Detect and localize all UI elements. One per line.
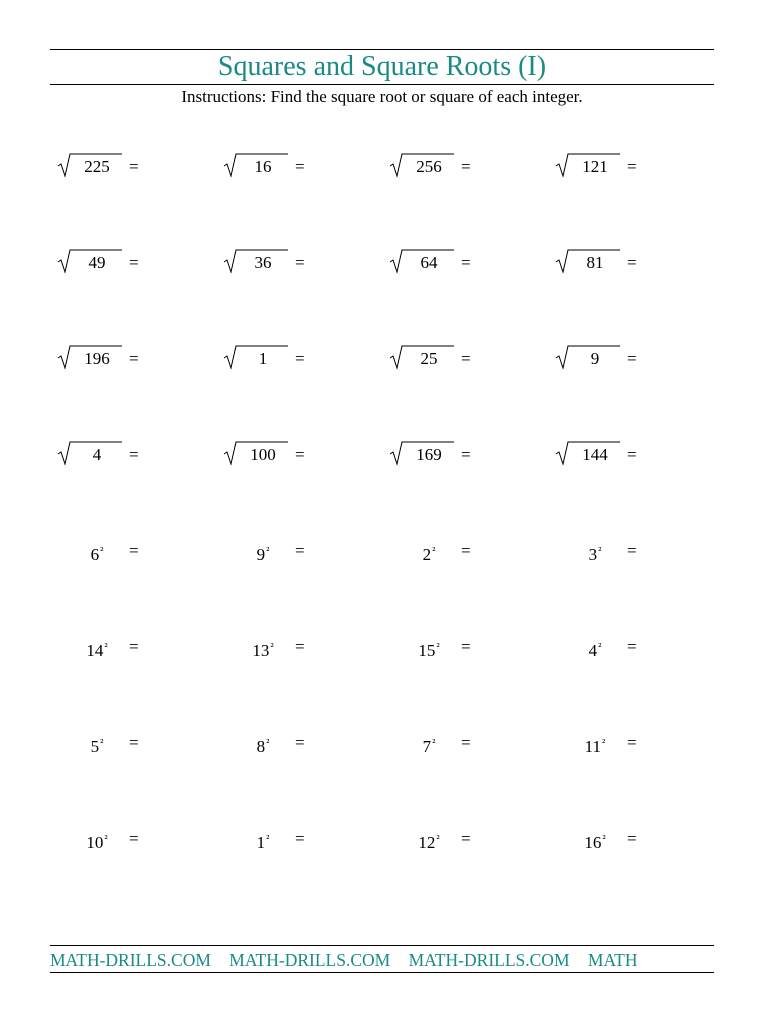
exponent-two: ² (104, 641, 108, 653)
square-root-problem (554, 248, 674, 276)
base-value: 2 (422, 545, 432, 564)
base-value: 11 (584, 737, 602, 756)
radicand-value: 196 (84, 349, 110, 368)
radicand-value: 4 (92, 445, 102, 464)
exponent-two: ² (266, 545, 270, 557)
base-value: 12 (418, 833, 436, 852)
base-value: 3 (588, 545, 598, 564)
equals-sign: = (461, 157, 471, 176)
square-problem (388, 728, 508, 756)
radicand-value: 256 (416, 157, 442, 176)
base-value: 6 (90, 545, 100, 564)
square-base (238, 733, 288, 757)
square-base (404, 829, 454, 853)
exponent-two: ² (266, 833, 270, 845)
square-problem (222, 824, 342, 852)
exponent-two: ² (602, 737, 606, 749)
equals-sign: = (627, 541, 637, 560)
equals-sign: = (295, 349, 305, 368)
square-base (72, 541, 122, 565)
radicand-value: 16 (254, 157, 272, 176)
radical-sign (222, 344, 292, 372)
radical-sign (388, 440, 458, 468)
equals-sign: = (129, 829, 139, 848)
radical-sign (56, 152, 126, 180)
square-problem (56, 632, 176, 660)
equals-sign: = (129, 349, 139, 368)
radical-sign (388, 344, 458, 372)
radical-sign (222, 248, 292, 276)
square-problem (554, 632, 674, 660)
base-value: 15 (418, 641, 436, 660)
footer-bottom-rule (50, 972, 714, 973)
radical-sign (56, 440, 126, 468)
base-value: 1 (256, 833, 266, 852)
square-root-problem (222, 344, 342, 372)
exponent-two: ² (266, 737, 270, 749)
square-base (404, 637, 454, 661)
square-base (570, 541, 620, 565)
square-root-problem (56, 152, 176, 180)
square-problem (56, 728, 176, 756)
radical-sign (554, 248, 624, 276)
radicand-value: 49 (88, 253, 106, 272)
equals-sign: = (461, 541, 471, 560)
footer-watermark (50, 948, 714, 972)
radicand-value: 9 (590, 349, 600, 368)
radicand-value: 169 (416, 445, 442, 464)
square-base (72, 733, 122, 757)
exponent-two: ² (598, 641, 602, 653)
footer-top-rule (50, 945, 714, 946)
exponent-two: ² (432, 737, 436, 749)
exponent-two: ² (100, 545, 104, 557)
exponent-two: ² (100, 737, 104, 749)
square-base (238, 637, 288, 661)
base-value: 14 (86, 641, 104, 660)
base-value: 7 (422, 737, 432, 756)
exponent-two: ² (270, 641, 274, 653)
radicand-value: 81 (586, 253, 604, 272)
exponent-two: ² (602, 833, 606, 845)
equals-sign: = (627, 445, 637, 464)
equals-sign: = (295, 733, 305, 752)
radicand-value: 25 (420, 349, 438, 368)
radical-sign (56, 248, 126, 276)
square-root-problem (222, 152, 342, 180)
square-problem (554, 824, 674, 852)
square-problem (56, 824, 176, 852)
square-problem (56, 536, 176, 564)
footer-item: MATH-DRILLS.COM (408, 950, 570, 970)
equals-sign: = (129, 541, 139, 560)
equals-sign: = (129, 637, 139, 656)
equals-sign: = (295, 541, 305, 560)
square-root-problem (222, 248, 342, 276)
base-value: 16 (584, 833, 602, 852)
square-base (238, 541, 288, 565)
square-problem (388, 632, 508, 660)
base-value: 4 (588, 641, 598, 660)
radicand-value: 100 (250, 445, 276, 464)
equals-sign: = (295, 637, 305, 656)
equals-sign: = (295, 829, 305, 848)
radical-sign (388, 248, 458, 276)
equals-sign: = (461, 445, 471, 464)
equals-sign: = (295, 253, 305, 272)
exponent-two: ² (436, 641, 440, 653)
base-value: 13 (252, 641, 270, 660)
radical-sign (388, 152, 458, 180)
square-root-problem (554, 344, 674, 372)
square-base (72, 637, 122, 661)
square-root-problem (56, 440, 176, 468)
exponent-two: ² (598, 545, 602, 557)
footer-item: MATH-DRILLS.COM (229, 950, 391, 970)
equals-sign: = (129, 733, 139, 752)
square-root-problem (388, 344, 508, 372)
equals-sign: = (461, 829, 471, 848)
base-value: 10 (86, 833, 104, 852)
equals-sign: = (129, 445, 139, 464)
square-root-problem (554, 152, 674, 180)
radicand-value: 64 (420, 253, 438, 272)
square-problem (554, 536, 674, 564)
base-value: 8 (256, 737, 266, 756)
base-value: 9 (256, 545, 266, 564)
equals-sign: = (461, 253, 471, 272)
exponent-two: ² (432, 545, 436, 557)
square-problem (222, 728, 342, 756)
page-title: Squares and Square Roots (I) (217, 51, 547, 82)
radicand-value: 121 (582, 157, 608, 176)
equals-sign: = (627, 349, 637, 368)
square-base (570, 733, 620, 757)
square-root-problem (56, 248, 176, 276)
radicand-value: 1 (258, 349, 268, 368)
square-base (570, 637, 620, 661)
equals-sign: = (627, 253, 637, 272)
equals-sign: = (627, 733, 637, 752)
equals-sign: = (295, 445, 305, 464)
square-root-problem (56, 344, 176, 372)
equals-sign: = (129, 157, 139, 176)
radicand-value: 144 (582, 445, 608, 464)
equals-sign: = (627, 157, 637, 176)
square-base (570, 829, 620, 853)
square-base (238, 829, 288, 853)
footer-item: MATH-DRILLS.COM (50, 950, 211, 970)
radical-sign (222, 440, 292, 468)
square-base (72, 829, 122, 853)
square-problem (388, 824, 508, 852)
equals-sign: = (461, 733, 471, 752)
radical-sign (222, 152, 292, 180)
exponent-two: ² (104, 833, 108, 845)
square-problem (222, 536, 342, 564)
exponent-two: ² (436, 833, 440, 845)
square-root-problem (388, 440, 508, 468)
radicand-value: 225 (84, 157, 110, 176)
radical-sign (56, 344, 126, 372)
equals-sign: = (627, 829, 637, 848)
radicand-value: 36 (254, 253, 272, 272)
square-problem (554, 728, 674, 756)
radical-sign (554, 440, 624, 468)
square-base (404, 541, 454, 565)
radical-sign (554, 344, 624, 372)
instructions-text: Instructions: Find the square root or square of each integer. (181, 87, 583, 106)
square-base (404, 733, 454, 757)
square-root-problem (222, 440, 342, 468)
equals-sign: = (129, 253, 139, 272)
equals-sign: = (627, 637, 637, 656)
square-root-problem (388, 248, 508, 276)
footer-item: MATH (587, 950, 638, 970)
square-problem (222, 632, 342, 660)
square-root-problem (388, 152, 508, 180)
equals-sign: = (461, 349, 471, 368)
equals-sign: = (295, 157, 305, 176)
square-problem (388, 536, 508, 564)
base-value: 5 (90, 737, 100, 756)
radical-sign (554, 152, 624, 180)
equals-sign: = (461, 637, 471, 656)
square-root-problem (554, 440, 674, 468)
